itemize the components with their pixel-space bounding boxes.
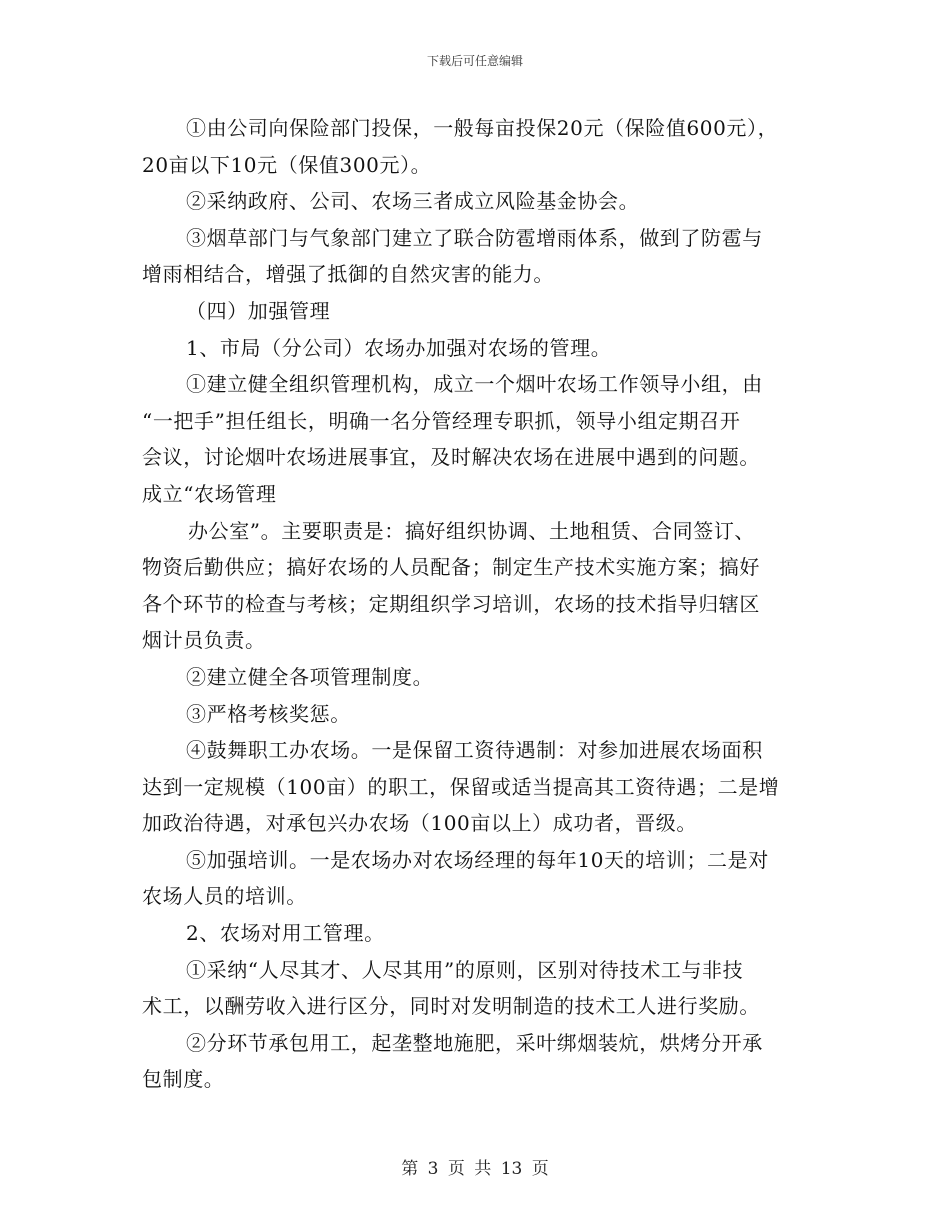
paragraph-line: 包制度。	[142, 1067, 225, 1092]
page-number-footer: 第 3 页 共 13 页	[401, 1159, 549, 1179]
paragraph-line: 各个环节的检查与考核；定期组织学习培训，农场的技术指导归辖区	[142, 591, 760, 616]
paragraph-line: “一把手”担任组长，明确一名分管经理专职抓，领导小组定期召开	[142, 408, 741, 433]
paragraph-line: 增雨相结合，增强了抵御的自然灾害的能力。	[142, 262, 554, 287]
subsection-heading: 2、农场对用工管理。	[186, 921, 385, 946]
page-header: 下载后可任意编辑	[426, 54, 523, 68]
paragraph-line: ④鼓舞职工办农场。一是保留工资待遇制：对参加进展农场面积	[186, 738, 763, 763]
section-heading: （四）加强管理	[186, 298, 331, 323]
document-body	[142, 110, 812, 1098]
paragraph-line: 20亩以下10元（保值300元）。	[142, 152, 432, 177]
paragraph-line: ⑤加强培训。一是农场办对农场经理的每年10天的培训；二是对	[186, 847, 769, 872]
paragraph-line: 办公室”。主要职责是：搞好组织协调、土地租赁、合同签订、	[188, 518, 756, 543]
paragraph-line: 加政治待遇，对承包兴办农场（100亩以上）成功者，晋级。	[142, 811, 697, 836]
paragraph-line: 术工，以酬劳收入进行区分，同时对发明制造的技术工人进行奖励。	[142, 994, 760, 1019]
paragraph-line: ③烟草部门与气象部门建立了联合防雹增雨体系，做到了防雹与	[186, 225, 763, 250]
paragraph-line: ①由公司向保险部门投保，一般每亩投保20元（保险值600元），	[186, 116, 779, 140]
paragraph-line: 物资后勤供应；搞好农场的人员配备；制定生产技术实施方案；搞好	[142, 555, 760, 580]
paragraph-line: ①建立健全组织管理机构，成立一个烟叶农场工作领导小组，由	[186, 372, 763, 397]
paragraph-line: ②分环节承包用工，起垄整地施肥，采叶绑烟装炕，烘烤分开承	[186, 1030, 763, 1055]
subsection-heading: 1、市局（分公司）农场办加强对农场的管理。	[186, 335, 612, 360]
paragraph-line: ③严格考核奖惩。	[186, 701, 351, 726]
paragraph-line: ②建立健全各项管理制度。	[186, 664, 434, 689]
paragraph-line: 烟计员负责。	[142, 628, 266, 653]
paragraph-line: ①采纳“人尽其才、人尽其用”的原则，区别对待技术工与非技	[186, 957, 744, 982]
paragraph-line: ②采纳政府、公司、农场三者成立风险基金协会。	[186, 189, 640, 214]
paragraph-line: 成立“农场管理	[142, 481, 277, 506]
paragraph-line: 农场人员的培训。	[142, 884, 307, 909]
paragraph-line: 会议，讨论烟叶农场进展事宜，及时解决农场在进展中遇到的问题。	[142, 445, 760, 470]
paragraph-line: 达到一定规模（100亩）的职工，保留或适当提高其工资待遇；二是增	[142, 774, 780, 799]
